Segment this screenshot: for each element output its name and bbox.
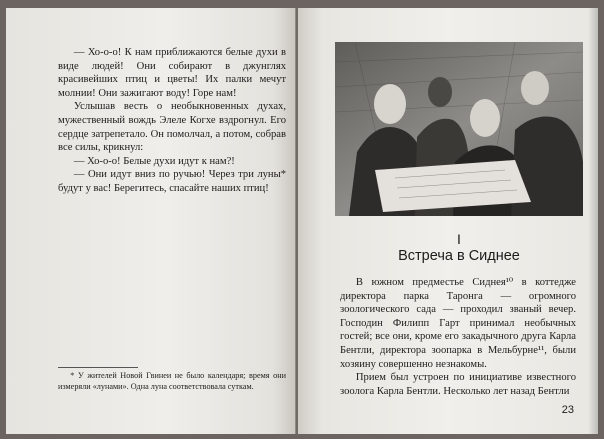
page-edge-shadow [588,8,598,434]
book-spread [6,8,598,434]
chapter-illustration [335,42,583,216]
paragraph: Услышав весть о необыкновенных духах, мужественный вождь Элеле Когхе вздрогнул. Его сердце затрепетало. Он помолчал, а потом, собрав все силы, крикнул: [58,101,286,154]
right-page [298,8,598,434]
paragraph: В южном предместье Сиднея¹⁰ в коттедже директора парка Таронга — огромного зоологического сада — проходил званый вечер. Господин Филипп Гарт принимал необычных гостей; все они, кроме его закадычного друга Карла Бентли, директора зоопарка в Мельбурне¹¹, были хозяину совершенно незнакомы. [340,277,576,370]
paragraph: — Хо-о-о! К нам приближаются белые духи в виде людей! Они собирают в джунглях красивейших птиц и цветы! Их палки мечут молнии! Они зажигают воду! Горе нам! [58,47,286,99]
paragraph: — Хо-о-о! Белые духи идут к нам?! [73,155,235,167]
chapter-number: I [457,231,461,247]
right-page-text [340,276,576,398]
illustration-drawing [335,42,583,216]
footnote-text: * У жителей Новой Гвинеи не было календаря; время они измеряли «лунами». Одна луна соответствовала суткам. [58,371,286,391]
left-page-text [58,46,286,196]
footnote-divider [58,367,138,368]
paragraph: Прием был устроен по инициативе известного зоолога Карла Бентли. Несколько лет назад Бентли [340,372,576,397]
chapter-title: Встреча в Сиднее [398,248,520,264]
footnote [58,371,286,392]
page-number: 23 [561,404,574,416]
left-page [6,8,296,434]
paragraph: — Они идут вниз по ручью! Через три луны* будут у вас! Берегитесь, спасайте наших птиц! [58,169,286,194]
